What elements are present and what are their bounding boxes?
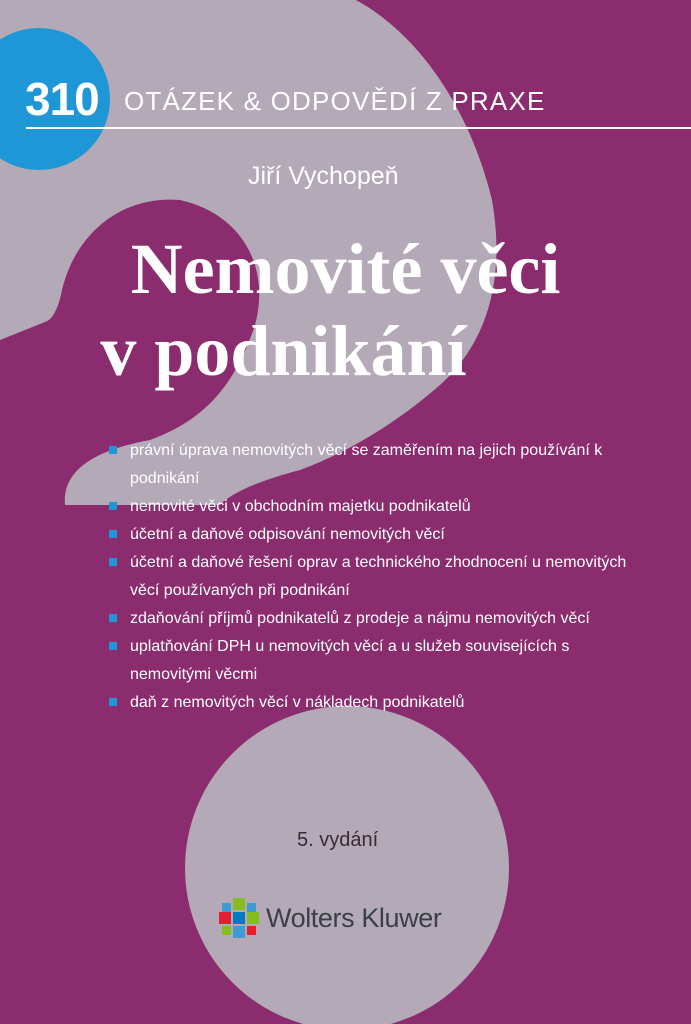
bullet-square-icon <box>109 502 117 510</box>
series-title: OTÁZEK & ODPOVĚDÍ Z PRAXE <box>124 86 546 116</box>
publisher-name: Wolters Kluwer <box>266 902 442 933</box>
topic-item <box>106 605 636 633</box>
publisher-logo <box>219 896 441 940</box>
topic-item <box>106 437 636 493</box>
bullet-square-icon <box>109 446 117 454</box>
book-title <box>0 228 691 392</box>
topic-item <box>106 689 636 717</box>
topic-item <box>106 521 636 549</box>
topic-item <box>106 633 636 689</box>
wolters-kluwer-logo-icon <box>219 898 259 938</box>
topic-text: zdaňování příjmů podnikatelů z prodeje a nájmu nemovitých věcí <box>130 610 590 627</box>
topic-item <box>106 549 636 605</box>
series-number: 310 <box>25 73 99 125</box>
bullet-square-icon <box>109 530 117 538</box>
series-divider <box>26 127 691 129</box>
bullet-square-icon <box>109 558 117 566</box>
author-name: Jiří Vychopeň <box>248 162 399 190</box>
bullet-square-icon <box>109 698 117 706</box>
book-title-line-1: Nemovité věci <box>130 229 561 309</box>
edition-label: 5. vydání <box>297 829 379 851</box>
topic-item <box>106 493 636 521</box>
topic-text: účetní a daňové řešení oprav a technického zhodnocení u nemovitých věcí používaných při podnikání <box>130 554 627 599</box>
book-title-line-2: v podnikání <box>100 311 467 391</box>
bullet-square-icon <box>109 614 117 622</box>
topic-list <box>106 437 636 717</box>
topic-text: účetní a daňové odpisování nemovitých věcí <box>130 526 445 543</box>
bullet-square-icon <box>109 642 117 650</box>
topic-text: nemovité věci v obchodním majetku podnikatelů <box>130 498 471 515</box>
topic-text: právní úprava nemovitých věcí se zaměřením na jejich používání k podnikání <box>130 442 603 487</box>
question-mark-dot <box>185 706 509 1024</box>
topic-text: daň z nemovitých věcí v nákladech podnikatelů <box>130 694 465 711</box>
topic-text: uplatňování DPH u nemovitých věcí a u služeb souvisejících s nemovitými věcmi <box>130 638 570 683</box>
